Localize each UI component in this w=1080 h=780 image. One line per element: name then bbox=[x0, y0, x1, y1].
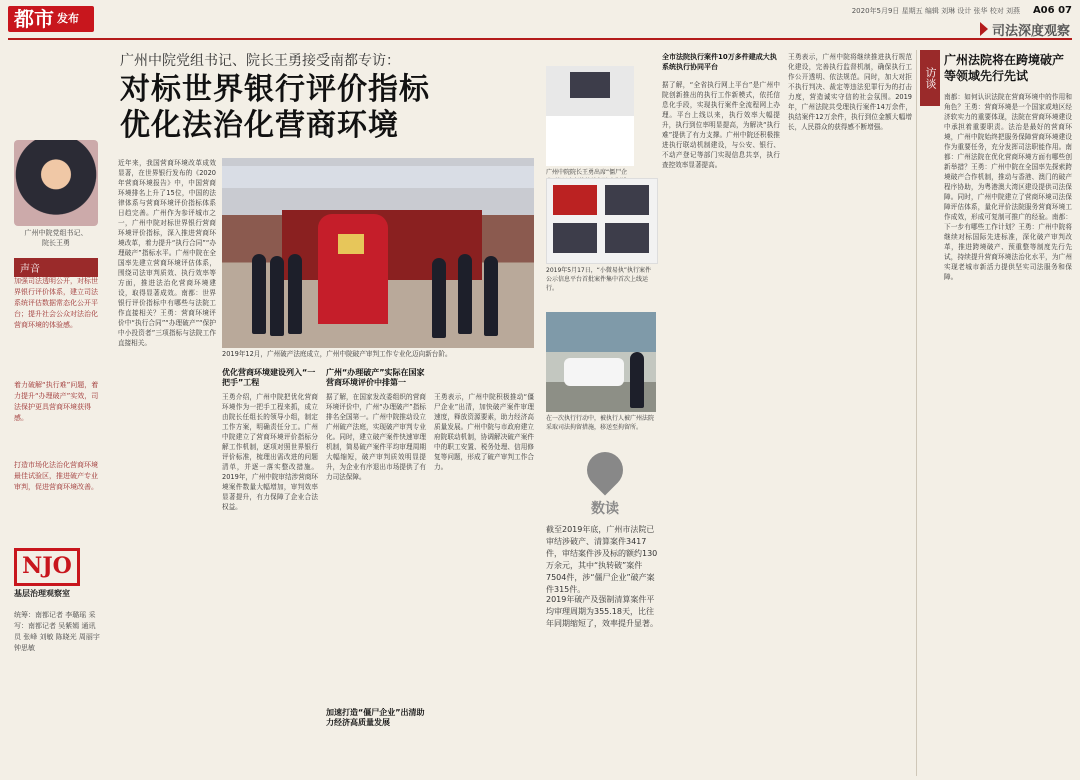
header-divider bbox=[8, 38, 1072, 40]
platform-photo bbox=[546, 178, 658, 264]
column-heading: 加速打造“僵尸企业”出清助力经济高质量发展 bbox=[326, 708, 425, 727]
portrait-photo bbox=[14, 140, 98, 226]
column-heading: 广州“办理破产”实际在国家营商环境评价中排第一 bbox=[326, 368, 425, 387]
location-pin-icon bbox=[580, 445, 631, 496]
shu-du-label: 数读 bbox=[591, 501, 619, 517]
photo-caption: 2019年5月17日，“小微易执”执行案件公示信息平台首批案件集中首次上线运行。 bbox=[546, 267, 651, 292]
sidebar-quote: 着力破解“执行难”问题，着力提升“办理破产”实效，司法保护更具营商环境获得感。 bbox=[14, 381, 99, 422]
photo-caption: 在一次执行行动中，被执行人被广州法院采取司法拘留措施，移送至拘留所。 bbox=[546, 415, 655, 431]
njo-caption: 基层治理观察室 bbox=[14, 589, 70, 598]
body-column: 近年来，我国营商环境改革成效显著，在世界银行发布的《2020年营商环境报告》中，中国营商环境排名上升了15位，中国的法律体系与营商环境评价指标体系日趋完善。广州作为参评城市之一，广州中院对标世界银行营商环境评价指标，深入推进营商环境改革，着力提升“执行合同”“办理破产”指标水平。广州中院在全国率先建立营商环境评估体系，围绕司法审判质效、执行效率等方面，推进法治化营商环境建设，取得显著成效。南都：世界银行评价指标中有哪些与法院工作直接相关？王勇：营商环境评价中“执行合同”“办理破产”“保护中小投资者”三项指标与法院工作直接相关。 bbox=[118, 159, 216, 347]
stat-block: 截至2019年底，广州市法院已审结涉破产、清算案件3417件，审结案件涉及标的额约130万余元，其中“执转破”案件7504件，涉“僵尸企业”破产案件315件。 bbox=[546, 525, 658, 594]
main-photo-caption: 2019年12月，广州破产法庭成立，广州中院破产审判工作专业化迈向新台阶。 bbox=[222, 350, 452, 358]
portrait-caption: 广州中院党组书记、 院长王勇 bbox=[24, 229, 88, 247]
credits: 统筹：南都记者 李璐瑶 采写：南都记者 吴紫嫣 通讯员 张峰 刘敏 陈晓光 周丽宇 钟思敏 bbox=[14, 611, 100, 652]
body-column: 南都：如何认识法院在营商环境中的作用和角色？王勇：营商环境是一个国家或地区经济软实力的重要体现，法院在营商环境建设中承担着重要职责。法治是最好的营商环境，广州中院始终把服务保障营商环境建设作为重要任务，充分发挥司法职能作用。南都：广州法院在优化营商环境方面有哪些创新举措？王勇：广州中院在全国率先探索跨境破产合作机制，推动与香港、澳门的破产程序协助，为粤港澳大湾区建设提供司法保障。同时，广州中院建立了营商环境司法保障评估体系，量化评价法院服务营商环境工作成效，形成可复制可推广的经验。南都：下一步有哪些工作计划？王勇：广州中院将继续对标国际先进标准，深化破产审判改革，推进跨境破产、预重整等制度先行先试，持续提升营商环境法治化水平，为广州实现老城市新活力提供坚实司法服务和保障。 bbox=[944, 93, 1072, 281]
newspaper-logo: 都市 $^{发布}$ bbox=[8, 6, 94, 32]
section-arrow-icon bbox=[980, 22, 988, 36]
article-kicker: 广州中院党组书记、院长王勇接受南都专访： bbox=[120, 53, 400, 69]
body-column: 王勇表示，广州中院积极推动“僵尸企业”出清，加快破产案件审理速度，释放资源要素，助力经济高质量发展。广州中院与市政府建立府院联动机制，协调解决破产案件中的职工安置、税务处理、信用修复等问题，形成了破产审判工作合力。 bbox=[434, 393, 534, 471]
column-heading: 优化营商环境建设列入“一把手”工程 bbox=[222, 368, 316, 387]
interview-label: 访谈 bbox=[920, 50, 940, 106]
page-number: A06 07 bbox=[1032, 5, 1072, 16]
enforcement-photo bbox=[546, 312, 656, 412]
body-column: 据了解，“全省执行网上平台”是广州中院创新推出的执行工作新模式，依托信息化手段，实现执行案件全流程网上办理。平台上线以来，执行效率大幅提升，执行到位率明显提高，为解决“执行难”提供了有力支撑。广州中院还积极推进执行联动机制建设，与公安、银行、不动产登记等部门实现信息共享，执行查控效率显著提高。 bbox=[662, 81, 780, 169]
body-column: 王勇表示，广州中院将继续推进执行规范化建设，完善执行监督机制，确保执行工作公开透明、依法规范。同时，加大对拒不执行判决、裁定等违法犯罪行为的打击力度，营造诚实守信的社会氛围。2019年，广州法院共受理执行案件14万余件，执结案件12万余件，执行到位金额大幅增长，人民群众的获得感不断增强。 bbox=[788, 53, 912, 131]
body-column: 王勇介绍，广州中院把优化营商环境作为一把手工程来抓，成立由院长任组长的领导小组，制定工作方案，明确责任分工。广州中院建立了营商环境评价指标分解工作机制，逐项对照世界银行评价标准，梳理出需改进的问题清单，并逐一落实整改措施。2019年，广州中院审结涉营商环境案件数量大幅增加，审判效率显著提升，有力保障了企业合法权益。 bbox=[222, 393, 318, 511]
issue-info: 2020年5月9日 星期五 编辑 刘琳 设计 张华 校对 刘燕 bbox=[851, 7, 1020, 15]
sidebar-quote: 加强司法透明公开，对标世界银行评价体系，建立司法系统评估数据常态化公开平台；提升社会公众对法治化营商环境的体验感。 bbox=[14, 277, 98, 329]
column-heading: 全市法院执行案件10万多件建成大执系统执行协同平台 bbox=[662, 53, 777, 71]
sidebar-quote: 打造市场化法治化营商环境最佳试验区，推进破产专业审判，促进营商环境改善。 bbox=[14, 461, 98, 491]
article-headline: 对标世界银行评价指标 优化法治化营商环境 bbox=[120, 72, 430, 143]
main-photo bbox=[222, 158, 534, 348]
section-title: 司法深度观察 bbox=[950, 20, 1070, 38]
njo-logo: NJO bbox=[14, 548, 80, 586]
column-divider bbox=[916, 50, 917, 776]
right-headline: 广州法院将在跨境破产等领域先行先试 bbox=[944, 53, 1065, 83]
photo-caption: 广州中院院长王勇出席“僵尸企 bbox=[546, 169, 628, 176]
sidebar-heading: 声音 bbox=[14, 258, 98, 277]
stat-block: 2019年破产及强制清算案件平均审理周期为355.18天，比往年同期缩短了，效率提升显著。 bbox=[546, 595, 658, 628]
meeting-photo bbox=[546, 66, 634, 166]
body-column: 据了解，在国家发改委组织的营商环境评价中，广州“办理破产”指标排名全国第一。广州中院推动设立广州破产法庭，实现破产审判专业化。同时，建立破产案件快速审理机制，简易破产案件平均审理周期大幅缩短，破产审判质效明显提升，为企业有序退出市场提供了有力司法保障。 bbox=[326, 393, 426, 481]
